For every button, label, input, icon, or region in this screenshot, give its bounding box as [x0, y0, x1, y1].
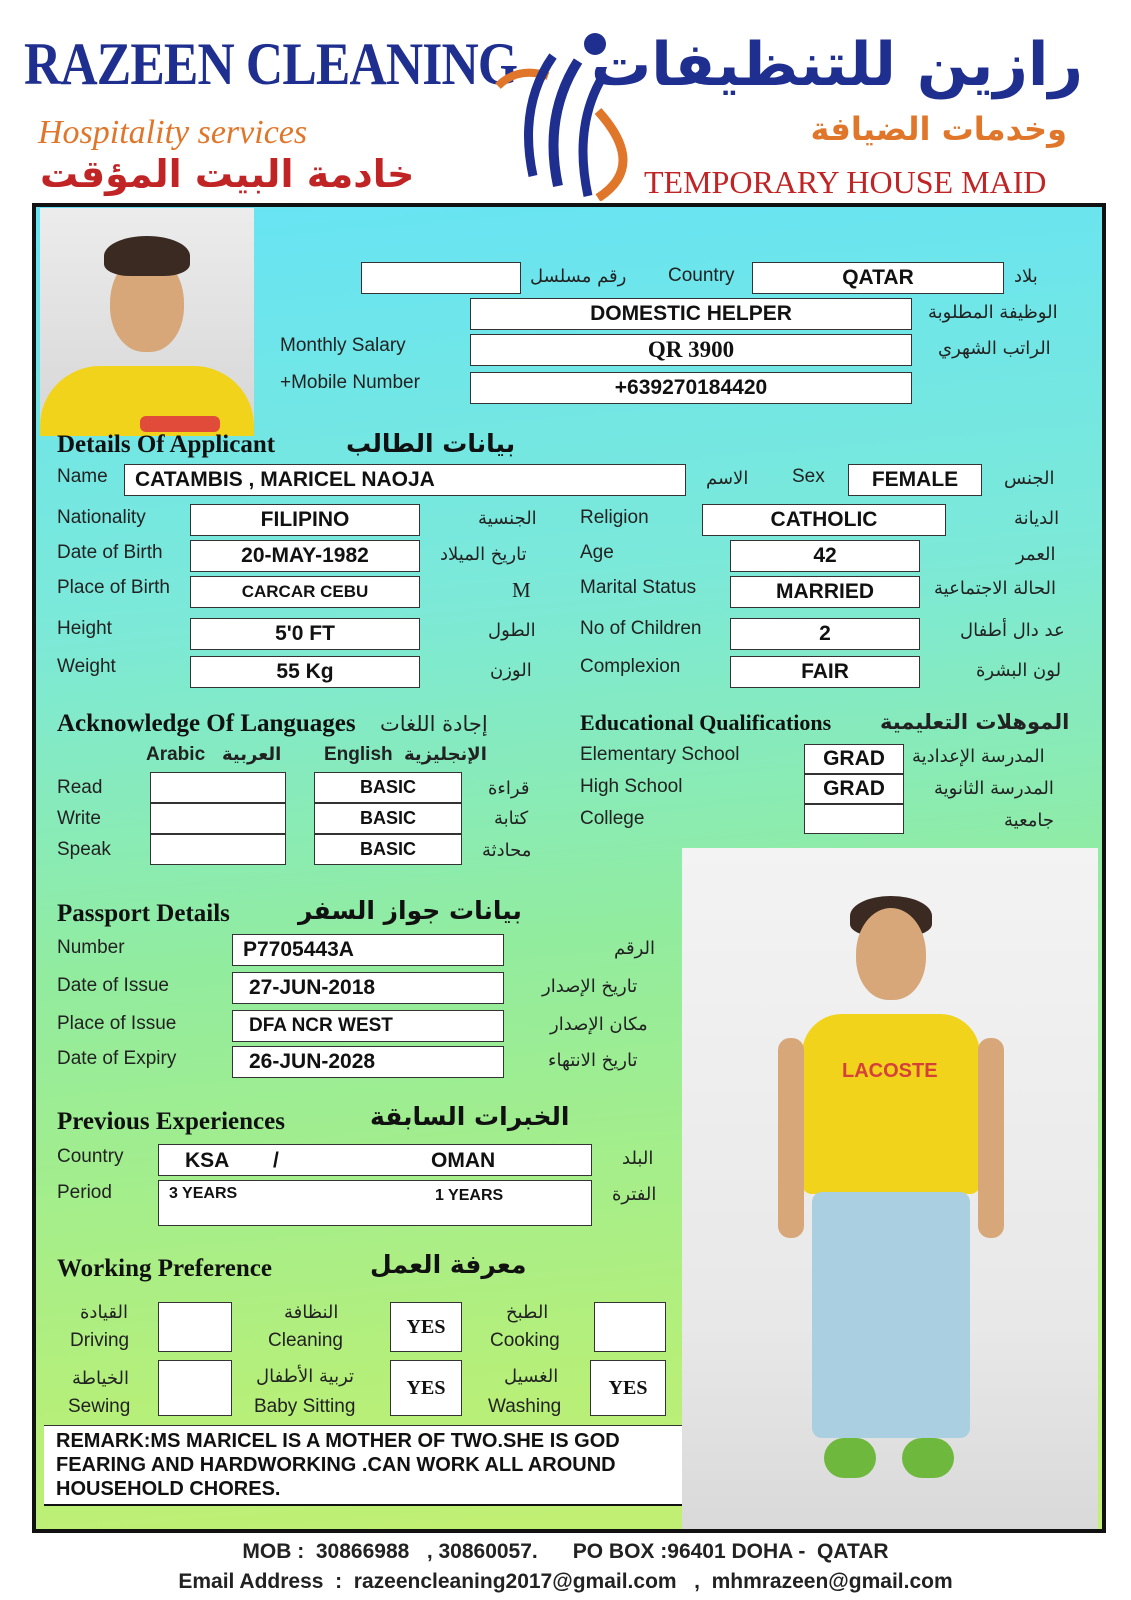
- education-section-title-ar: الموهلات التعليمية: [880, 710, 1070, 734]
- issue-date-field: 27-JUN-2018: [232, 972, 504, 1004]
- serial-number-field: [361, 262, 521, 294]
- elementary-label-ar: المدرسة الإعدادية: [912, 746, 1045, 767]
- religion-field: CATHOLIC: [702, 504, 946, 536]
- position-label-ar: الوظيفة المطلوبة: [928, 302, 1058, 323]
- driving-label: Driving: [70, 1330, 130, 1351]
- cooking-label: Cooking: [490, 1330, 560, 1351]
- nationality-label-ar: الجنسية: [478, 508, 537, 529]
- applicant-photo-small: [40, 208, 254, 436]
- salary-label-ar: الراتب الشهري: [938, 338, 1051, 359]
- cleaning-label: Cleaning: [268, 1330, 343, 1351]
- height-label-ar: الطول: [488, 620, 536, 641]
- experience-country-label: Country: [57, 1146, 124, 1167]
- baby-label: Baby Sitting: [254, 1396, 356, 1417]
- cleaning-label-ar: النظافة: [284, 1302, 339, 1323]
- issue-place-label: Place of Issue: [57, 1013, 177, 1034]
- shirt-brand-text: LACOSTE: [842, 1060, 938, 1082]
- marital-label: Marital Status: [580, 577, 697, 598]
- washing-field: YES: [590, 1360, 666, 1416]
- read-english-field: BASIC: [314, 772, 462, 803]
- experience-period-field: [158, 1180, 592, 1226]
- brand-arabic-subtitle: وخدمات الضيافة: [810, 110, 1067, 148]
- religion-label-ar: الديانة: [1014, 508, 1060, 529]
- highschool-label: High School: [580, 776, 683, 797]
- driving-label-ar: القيادة: [80, 1302, 128, 1323]
- experience-period-label: Period: [57, 1182, 112, 1203]
- dob-label-ar: تاريخ الميلاد: [440, 544, 527, 565]
- age-field: 42: [730, 540, 920, 572]
- divider: [44, 1504, 682, 1506]
- expiry-date-label-ar: تاريخ الانتهاء: [548, 1050, 638, 1071]
- cooking-field: [594, 1302, 666, 1352]
- highschool-label-ar: المدرسة الثانوية: [934, 778, 1054, 799]
- mobile-label: +Mobile Number: [280, 372, 420, 393]
- name-label: Name: [57, 466, 108, 487]
- experience-separator: /: [273, 1149, 279, 1172]
- footer-email: Email Address : razeencleaning2017@gmail.com , mhmrazeen@gmail.com: [178, 1570, 953, 1593]
- issue-date-label-ar: تاريخ الإصدار: [542, 976, 638, 997]
- dob-field: 20-MAY-1982: [190, 540, 420, 572]
- speak-label: Speak: [57, 839, 111, 860]
- languages-section-title: Acknowledge Of Languages: [57, 710, 356, 737]
- marital-field: MARRIED: [730, 576, 920, 608]
- passport-section-title: Passport Details: [57, 900, 230, 927]
- preference-section-title: Working Preference: [57, 1255, 272, 1282]
- experience-country-2: OMAN: [431, 1149, 496, 1172]
- experience-period-label-ar: الفترة: [612, 1184, 657, 1205]
- complexion-label: Complexion: [580, 656, 681, 677]
- elementary-field: GRAD: [804, 744, 904, 774]
- position-field: DOMESTIC HELPER: [470, 298, 912, 330]
- baby-label-ar: تربية الأطفال: [256, 1366, 355, 1387]
- marital-label-ar: الحالة الاجتماعية: [934, 578, 1056, 599]
- languages-section-title-ar: إجادة اللغات: [380, 712, 488, 736]
- children-field: 2: [730, 618, 920, 650]
- washing-label: Washing: [488, 1396, 562, 1417]
- brand-arabic-maid: خادمة البيت المؤقت: [40, 152, 415, 196]
- children-label-ar: عد دال أطفال: [960, 620, 1065, 641]
- passport-number-field: P7705443A: [232, 934, 504, 966]
- write-english-field: BASIC: [314, 803, 462, 834]
- mobile-field: +639270184420: [470, 372, 912, 404]
- college-label: College: [580, 808, 645, 829]
- issue-place-field: DFA NCR WEST: [232, 1010, 504, 1042]
- applicant-section-title: Details Of Applicant: [57, 431, 276, 458]
- applicant-section-title-ar: بيانات الطالب: [346, 429, 516, 458]
- passport-section-title-ar: بيانات جواز السفر: [298, 896, 522, 925]
- age-label: Age: [580, 542, 614, 563]
- read-label: Read: [57, 777, 103, 798]
- arabic-col-label-ar: العربية: [222, 744, 282, 765]
- name-field: CATAMBIS , MARICEL NAOJA: [124, 464, 686, 496]
- highschool-field: GRAD: [804, 774, 904, 804]
- tagline: TEMPORARY HOUSE MAID: [644, 164, 1047, 200]
- english-col-label: English: [324, 744, 393, 765]
- applicant-photo-full: [682, 848, 1098, 1529]
- weight-label: Weight: [57, 656, 116, 677]
- issue-date-label: Date of Issue: [57, 975, 169, 996]
- sex-label-ar: الجنس: [1004, 468, 1055, 489]
- pob-mark: M: [512, 578, 531, 602]
- country-label: Country: [668, 265, 735, 286]
- salary-label: Monthly Salary: [280, 335, 406, 356]
- cooking-label-ar: الطبخ: [506, 1302, 549, 1323]
- experience-period-1: 3 YEARS: [169, 1185, 238, 1202]
- driving-field: [158, 1302, 232, 1352]
- sex-field: FEMALE: [848, 464, 982, 496]
- shirt-logo-icon: [140, 416, 220, 432]
- sewing-label-ar: الخياطة: [72, 1368, 129, 1389]
- read-arabic-field: [150, 772, 286, 803]
- education-section-title: Educational Qualifications: [580, 710, 832, 735]
- nationality-label: Nationality: [57, 507, 146, 528]
- weight-label-ar: الوزن: [490, 660, 532, 681]
- read-label-ar: قراءة: [488, 778, 530, 799]
- arabic-col-label: Arabic: [146, 744, 206, 765]
- preference-section-title-ar: معرفة العمل: [370, 1250, 527, 1279]
- expiry-date-field: 26-JUN-2028: [232, 1046, 504, 1078]
- country-field: QATAR: [752, 262, 1004, 294]
- experience-country-1: KSA: [185, 1149, 230, 1172]
- brand-name: RAZEEN CLEANING: [24, 31, 518, 97]
- complexion-label-ar: لون البشرة: [976, 660, 1062, 681]
- pob-label: Place of Birth: [57, 577, 170, 598]
- experience-country-label-ar: البلد: [622, 1148, 654, 1169]
- sex-label: Sex: [792, 466, 825, 487]
- speak-arabic-field: [150, 834, 286, 865]
- passport-number-label: Number: [57, 937, 125, 958]
- nationality-field: FILIPINO: [190, 504, 420, 536]
- height-label: Height: [57, 618, 112, 639]
- brand-subtitle: Hospitality services: [38, 114, 308, 151]
- cleaning-field: YES: [390, 1302, 462, 1352]
- height-field: 5'0 FT: [190, 618, 420, 650]
- country-label-ar: بلاد: [1014, 266, 1038, 287]
- dob-label: Date of Birth: [57, 542, 163, 563]
- name-label-ar: الاسم: [706, 468, 749, 489]
- write-label-ar: كتابة: [494, 808, 529, 829]
- salary-field: QR 3900: [470, 334, 912, 366]
- write-label: Write: [57, 808, 101, 829]
- sewing-label: Sewing: [68, 1396, 131, 1417]
- age-label-ar: العمر: [1016, 544, 1056, 565]
- children-label: No of Children: [580, 618, 702, 639]
- english-col-label-ar: الإنجليزية: [404, 744, 487, 765]
- washing-label-ar: الغسيل: [504, 1366, 559, 1387]
- experience-country-field: [158, 1144, 592, 1176]
- college-label-ar: جامعية: [1004, 810, 1055, 831]
- religion-label: Religion: [580, 507, 649, 528]
- expiry-date-label: Date of Expiry: [57, 1048, 177, 1069]
- experience-section-title: Previous Experiences: [57, 1108, 285, 1135]
- pob-field: CARCAR CEBU: [190, 576, 420, 608]
- passport-number-label-ar: الرقم: [614, 938, 656, 959]
- speak-english-field: BASIC: [314, 834, 462, 865]
- college-field: [804, 804, 904, 834]
- write-arabic-field: [150, 803, 286, 834]
- weight-field: 55 Kg: [190, 656, 420, 688]
- issue-place-label-ar: مكان الإصدار: [550, 1014, 648, 1035]
- complexion-field: FAIR: [730, 656, 920, 688]
- footer-contact: MOB : 30866988 , 30860057. PO BOX :96401 DOHA - QATAR: [242, 1540, 889, 1563]
- sewing-field: [158, 1360, 232, 1416]
- brand-arabic: رازين للتنظيفات: [590, 30, 1083, 100]
- serial-label-ar: رقم مسلسل: [530, 266, 627, 287]
- baby-field: YES: [390, 1360, 462, 1416]
- experience-section-title-ar: الخبرات السابقة: [370, 1102, 570, 1131]
- remark-text: REMARK:MS MARICEL IS A MOTHER OF TWO.SHE IS GOD FEARING AND HARDWORKING .CAN WORK ALL AROUND HOUSEHOLD CHORES.: [56, 1429, 671, 1501]
- speak-label-ar: محادثة: [482, 840, 532, 861]
- experience-period-2: 1 YEARS: [435, 1187, 504, 1204]
- elementary-label: Elementary School: [580, 744, 740, 765]
